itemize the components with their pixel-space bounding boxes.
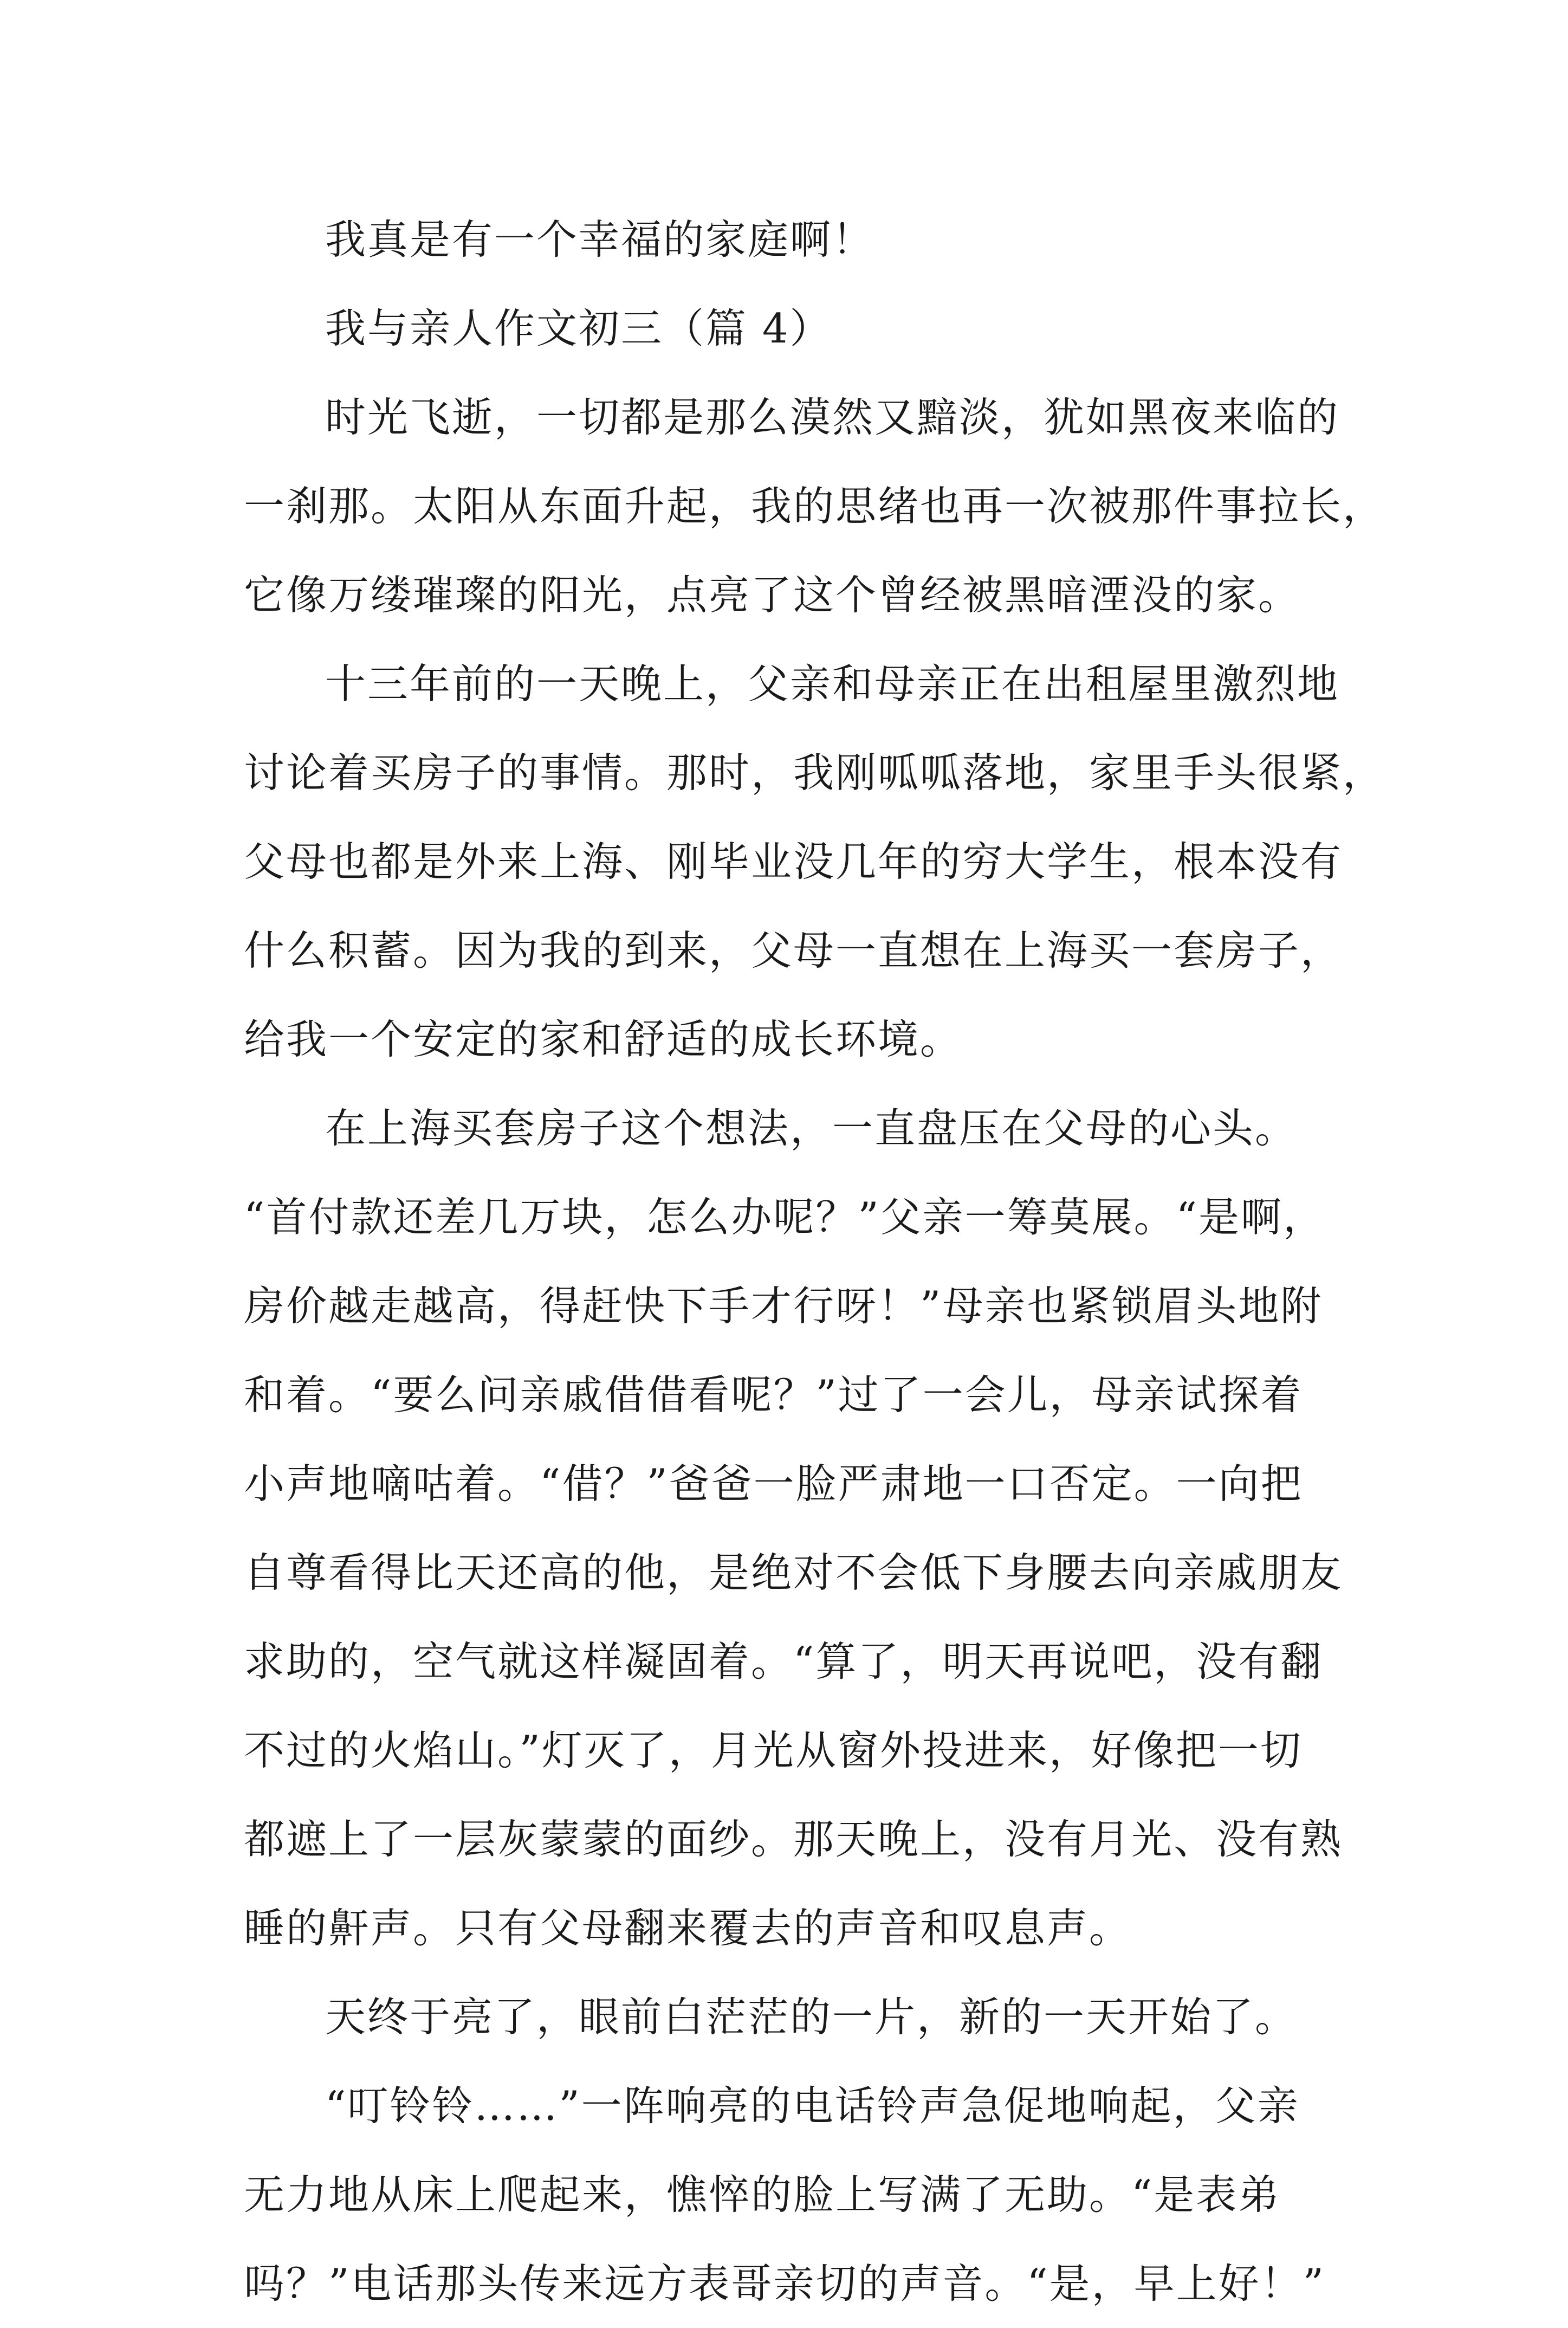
- text-line: 不过的火焰山。”灯灭了，月光从窗外投进来，好像把一切: [244, 1726, 1303, 1774]
- text-line: 一刹那。太阳从东面升起，我的思绪也再一次被那件事拉长，: [244, 482, 1385, 530]
- text-line: 什么积蓄。因为我的到来，父母一直想在上海买一套房子，: [244, 927, 1343, 974]
- paragraph-start-line: 时光飞逝，一切都是那么漠然又黯淡，犹如黑夜来临的: [325, 393, 1340, 441]
- text-line: 自尊看得比天还高的他，是绝对不会低下身腰去向亲戚朋友: [244, 1549, 1343, 1596]
- text-line: 房价越走越高，得赶快下手才行呀！”母亲也紧锁眉头地附: [244, 1282, 1323, 1330]
- text-line: 它像万缕璀璨的阳光，点亮了这个曾经被黑暗湮没的家。: [244, 571, 1301, 619]
- text-line: 讨论着买房子的事情。那时，我刚呱呱落地，家里手头很紧，: [244, 749, 1385, 797]
- text-line: 父母也都是外来上海、刚毕业没几年的穷大学生，根本没有: [244, 838, 1343, 885]
- text-line: 睡的鼾声。只有父母翻来覆去的声音和叹息声。: [244, 1904, 1132, 1952]
- paragraph-start-line: 十三年前的一天晚上，父亲和母亲正在出租屋里激烈地: [325, 660, 1340, 708]
- text-line: 无力地从床上爬起来，憔悴的脸上写满了无助。“是表弟: [244, 2171, 1281, 2219]
- document-body: [244, 195, 1385, 2328]
- paragraph-start-line: 在上海买套房子这个想法，一直盘压在父母的心头。: [325, 1104, 1298, 1152]
- text-line: 都遮上了一层灰蒙蒙的面纱。那天晚上，没有月光、没有熟: [244, 1815, 1343, 1863]
- text-line: 我真是有一个幸福的家庭啊！: [325, 216, 875, 263]
- text-line: 和着。“要么问亲戚借借看呢？”过了一会儿，母亲试探着: [244, 1371, 1303, 1419]
- paragraph-start-line: 天终于亮了，眼前白茫茫的一片，新的一天开始了。: [325, 1993, 1298, 2041]
- text-line: “首付款还差几万块，怎么办呢？”父亲一筹莫展。“是啊，: [244, 1193, 1326, 1241]
- text-line: 求助的，空气就这样凝固着。“算了，明天再说吧，没有翻: [244, 1638, 1323, 1685]
- text-line: 小声地嘀咕着。“借？”爸爸一脸严肃地一口否定。一向把: [244, 1460, 1303, 1508]
- text-line: 给我一个安定的家和舒适的成长环境。: [244, 1016, 963, 1063]
- section-heading: 我与亲人作文初三（篇 4）: [325, 305, 832, 352]
- paragraph-start-line: “叮铃铃……”一阵响亮的电话铃声急促地响起，父亲: [325, 2082, 1300, 2130]
- text-line: 吗？”电话那头传来远方表哥亲切的声音。“是，早上好！”: [244, 2260, 1326, 2307]
